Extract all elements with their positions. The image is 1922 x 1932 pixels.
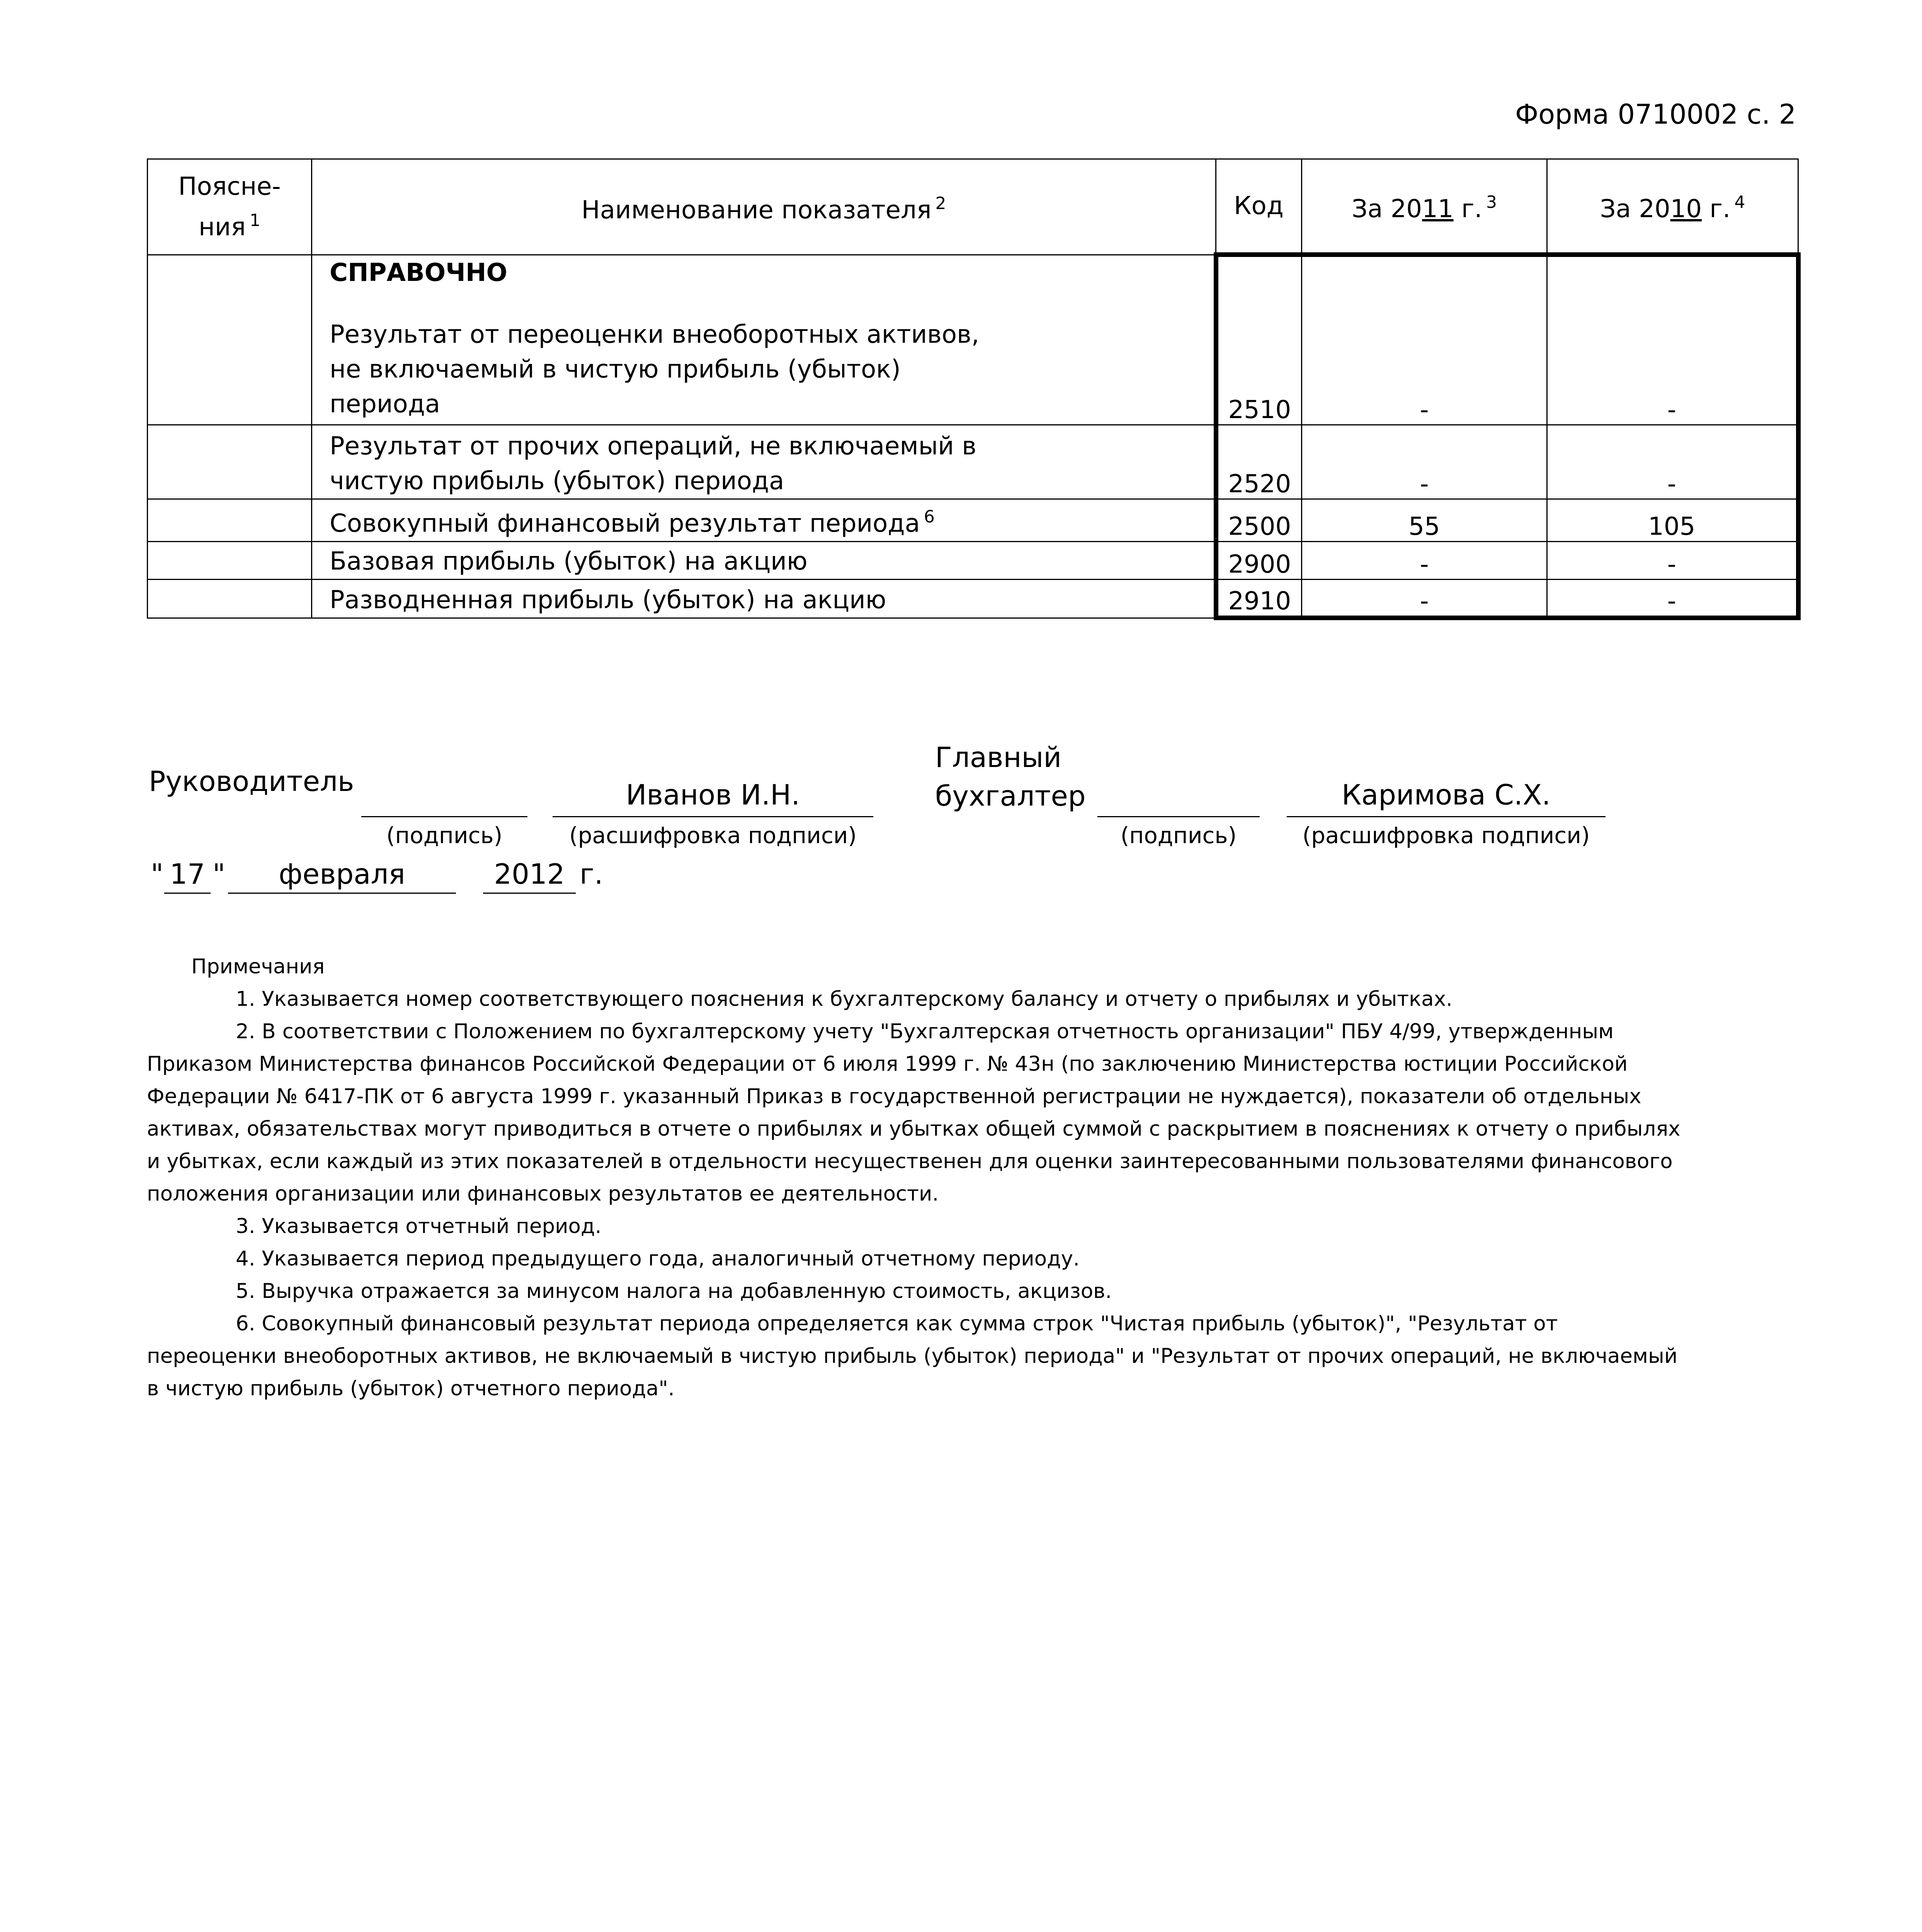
table-row (148, 255, 1798, 425)
cell-value-2011: 55 (1302, 499, 1547, 541)
date-quote-open: " (151, 858, 164, 890)
note-item: 6. Совокупный финансовый результат периода определяется как сумма строк "Чистая прибыль (убыток)", "Результат от переоценки внеоборотных активов, не включаемый в чистую прибыль (убыток) периода" и "Результат от прочих операций, не включаемый в чистую прибыль (убыток) отчетного периода". (147, 1312, 1678, 1400)
cell-explanation (148, 541, 312, 579)
note-item: 4. Указывается период предыдущего года, аналогичный отчетному периоду. (236, 1247, 1080, 1270)
cell-value-2011: - (1302, 425, 1547, 499)
cell-indicator-name: СПРАВОЧНО Результат от переоценки внеоборотных активов, не включаемый в чистую прибыль (убыток) периода (312, 255, 1216, 425)
cell-code: 2910 (1216, 579, 1302, 618)
cell-value-2010: - (1547, 579, 1798, 618)
note-item: 1. Указывается номер соответствующего пояснения к бухгалтерскому балансу и отчету о прибылях и убытках. (236, 987, 1453, 1011)
head-name-line (553, 816, 873, 817)
form-number-label: Форма 0710002 с. 2 (1515, 99, 1796, 130)
table-header-row (148, 159, 1798, 255)
cell-value-2010: - (1547, 541, 1798, 579)
header-code: Код (1216, 159, 1302, 255)
accountant-signature-line (1097, 816, 1260, 817)
date-day: 17 (170, 858, 205, 890)
cell-value-2011: - (1302, 255, 1547, 425)
cell-value-2010: - (1547, 255, 1798, 425)
table-row (148, 425, 1798, 499)
cell-value-2010: 105 (1547, 499, 1798, 541)
accountant-name: Каримова С.Х. (1342, 779, 1551, 811)
note-item: 5. Выручка отражается за минусом налога на добавленную стоимость, акцизов. (236, 1279, 1112, 1303)
report-table (147, 158, 1801, 620)
header-indicator-name: Наименование показателя $^2$ (312, 159, 1216, 255)
cell-code: 2520 (1216, 425, 1302, 499)
accountant-signature-caption: (подпись) (1120, 822, 1237, 849)
cell-indicator-name: Результат от прочих операций, не включаемый в чистую прибыль (убыток) периода (312, 425, 1216, 499)
note-item: 3. Указывается отчетный период. (236, 1214, 602, 1238)
header-explanations: Поясне- ния $^1$ (148, 159, 312, 255)
section-title: СПРАВОЧНО (330, 258, 507, 287)
cell-indicator-name: Базовая прибыль (убыток) на акцию (312, 541, 1216, 579)
cell-value-2011: - (1302, 541, 1547, 579)
date-day-line (164, 893, 211, 894)
cell-indicator-name: Совокупный финансовый результат периода $^6$ (312, 499, 1216, 541)
cell-code: 2500 (1216, 499, 1302, 541)
head-label: Руководитель (149, 765, 354, 798)
head-signature-caption: (подпись) (386, 822, 503, 849)
chief-accountant-label: Главный бухгалтер (935, 741, 1086, 812)
date-suffix: г. (580, 858, 603, 890)
cell-explanation (148, 425, 312, 499)
notes-section (147, 951, 1692, 1405)
accountant-decode-caption: (расшифровка подписи) (1302, 822, 1590, 849)
date-quote-close: " (213, 858, 226, 890)
cell-explanation (148, 499, 312, 541)
table-row (148, 499, 1798, 541)
cell-code: 2900 (1216, 541, 1302, 579)
date-year-line (483, 893, 576, 894)
cell-indicator-name: Разводненная прибыль (убыток) на акцию (312, 579, 1216, 618)
cell-code: 2510 (1216, 255, 1302, 425)
cell-explanation (148, 579, 312, 618)
table-row (148, 541, 1798, 579)
head-name: Иванов И.Н. (626, 779, 800, 811)
head-decode-caption: (расшифровка подписи) (569, 822, 857, 849)
cell-value-2011: - (1302, 579, 1547, 618)
note-item: 2. В соответствии с Положением по бухгалтерскому учету "Бухгалтерская отчетность организации" ПБУ 4/99, утвержденным Приказом Министерства финансов Российской Федерации от 6 июля 1999 г. № 43н (по заключению Министерства юстиции Российской Федерации № 6417-ПК от 6 августа 1999 г. указанный Приказ в государственной регистрации не нуждается), показатели об отдельных активах, обязательствах могут приводиться в отчете о прибылях и убытках общей суммой с раскрытием в пояснениях к отчету о прибылях и убытках, если каждый из этих показателей в отдельности несущественен для оценки заинтересованными пользователями финансового положения организации или финансовых результатов ее деятельности. (147, 1020, 1680, 1206)
header-year-2010: За 2010 г. $^4$ (1547, 159, 1798, 255)
cell-explanation (148, 255, 312, 425)
date-month-line (228, 893, 456, 894)
cell-value-2010: - (1547, 425, 1798, 499)
notes-title: Примечания (191, 955, 325, 978)
head-signature-line (361, 816, 527, 817)
accountant-name-line (1287, 816, 1606, 817)
header-year-2011: За 2011 г. $^3$ (1302, 159, 1547, 255)
table-row (148, 579, 1798, 618)
date-year: 2012 (494, 858, 565, 890)
date-month: февраля (279, 858, 405, 890)
